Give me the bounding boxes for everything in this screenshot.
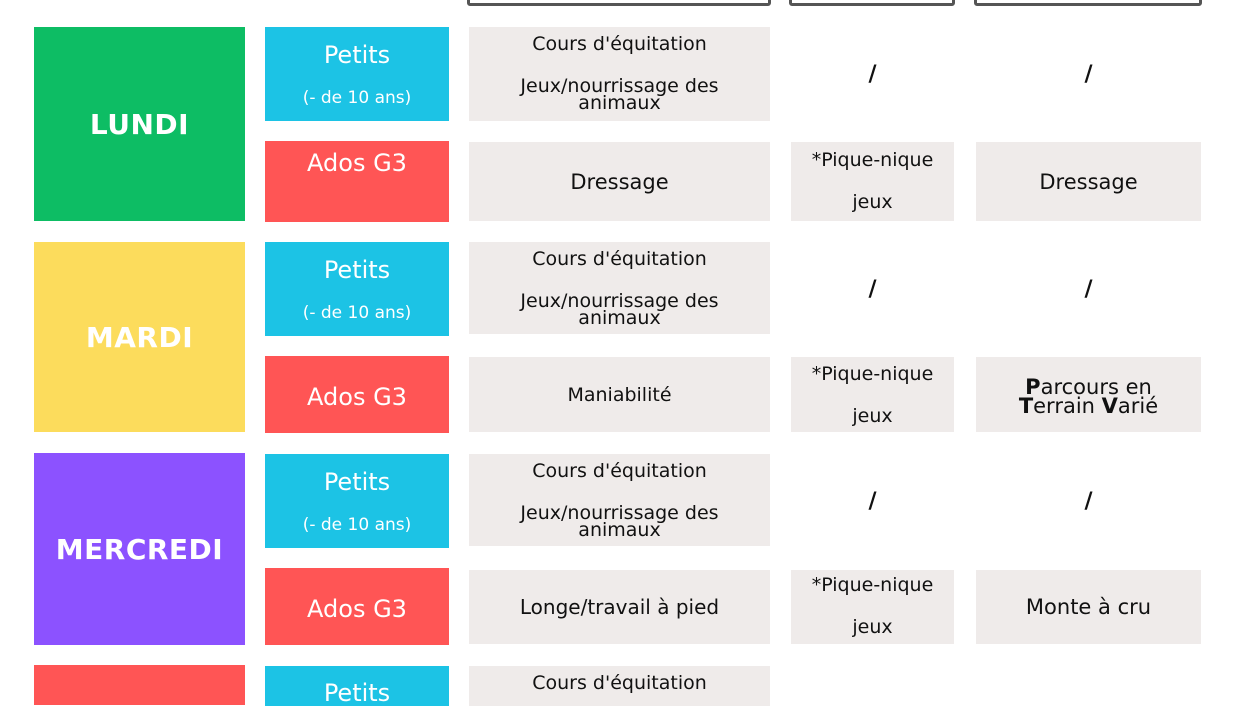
afternoon-cell-empty: / [1084, 488, 1093, 514]
group-label: Petits [323, 41, 391, 69]
group-age: (- de 10 ans) [302, 515, 412, 535]
afternoon-cell: Parcours en Terrain Varié [976, 357, 1201, 432]
midday-cell-empty: / [868, 488, 877, 514]
activity-cell: Cours d'équitation [469, 666, 770, 706]
afternoon-cell-empty: / [1084, 61, 1093, 87]
group-label: Petits [323, 468, 391, 496]
group-label: Ados G3 [307, 595, 407, 623]
activity-cell: Cours d'équitation Jeux/nourrissage des animaux [469, 27, 770, 121]
day-label-lundi: LUNDI [34, 27, 245, 221]
group-petits-mercredi [265, 454, 449, 548]
day-label-mercredi: MERCREDI [34, 453, 245, 645]
group-petits-lundi [265, 27, 449, 121]
midday-cell: *Pique-nique jeux [791, 357, 954, 432]
group-label: Ados G3 [307, 383, 407, 411]
header-box-afternoon [974, 0, 1202, 6]
day-label-mardi: MARDI [34, 242, 245, 432]
group-petits-next [265, 666, 449, 706]
group-petits-mardi [265, 242, 449, 336]
activity-cell: Cours d'équitation Jeux/nourrissage des animaux [469, 242, 770, 334]
day-label-next [34, 665, 245, 705]
afternoon-cell-empty: / [1084, 276, 1093, 302]
activity-cell: Longe/travail à pied [469, 570, 770, 644]
group-label: Petits [323, 256, 391, 284]
header-box-midday [789, 0, 955, 6]
afternoon-cell: Monte à cru [976, 570, 1201, 644]
group-age: (- de 10 ans) [302, 303, 412, 323]
afternoon-cell: Dressage [976, 142, 1201, 221]
midday-cell-empty: / [868, 61, 877, 87]
header-box-activity [467, 0, 771, 6]
group-label: Petits [323, 679, 391, 707]
group-label: Ados G3 [307, 149, 407, 177]
group-ados-lundi [265, 141, 449, 222]
midday-cell: *Pique-nique jeux [791, 142, 954, 221]
activity-cell: Cours d'équitation Jeux/nourrissage des animaux [469, 454, 770, 546]
group-ados-mercredi [265, 568, 449, 645]
group-age: (- de 10 ans) [302, 88, 412, 108]
midday-cell-empty: / [868, 276, 877, 302]
midday-cell: *Pique-nique jeux [791, 570, 954, 644]
group-ados-mardi [265, 356, 449, 433]
activity-cell: Maniabilité [469, 357, 770, 432]
activity-cell: Dressage [469, 142, 770, 221]
